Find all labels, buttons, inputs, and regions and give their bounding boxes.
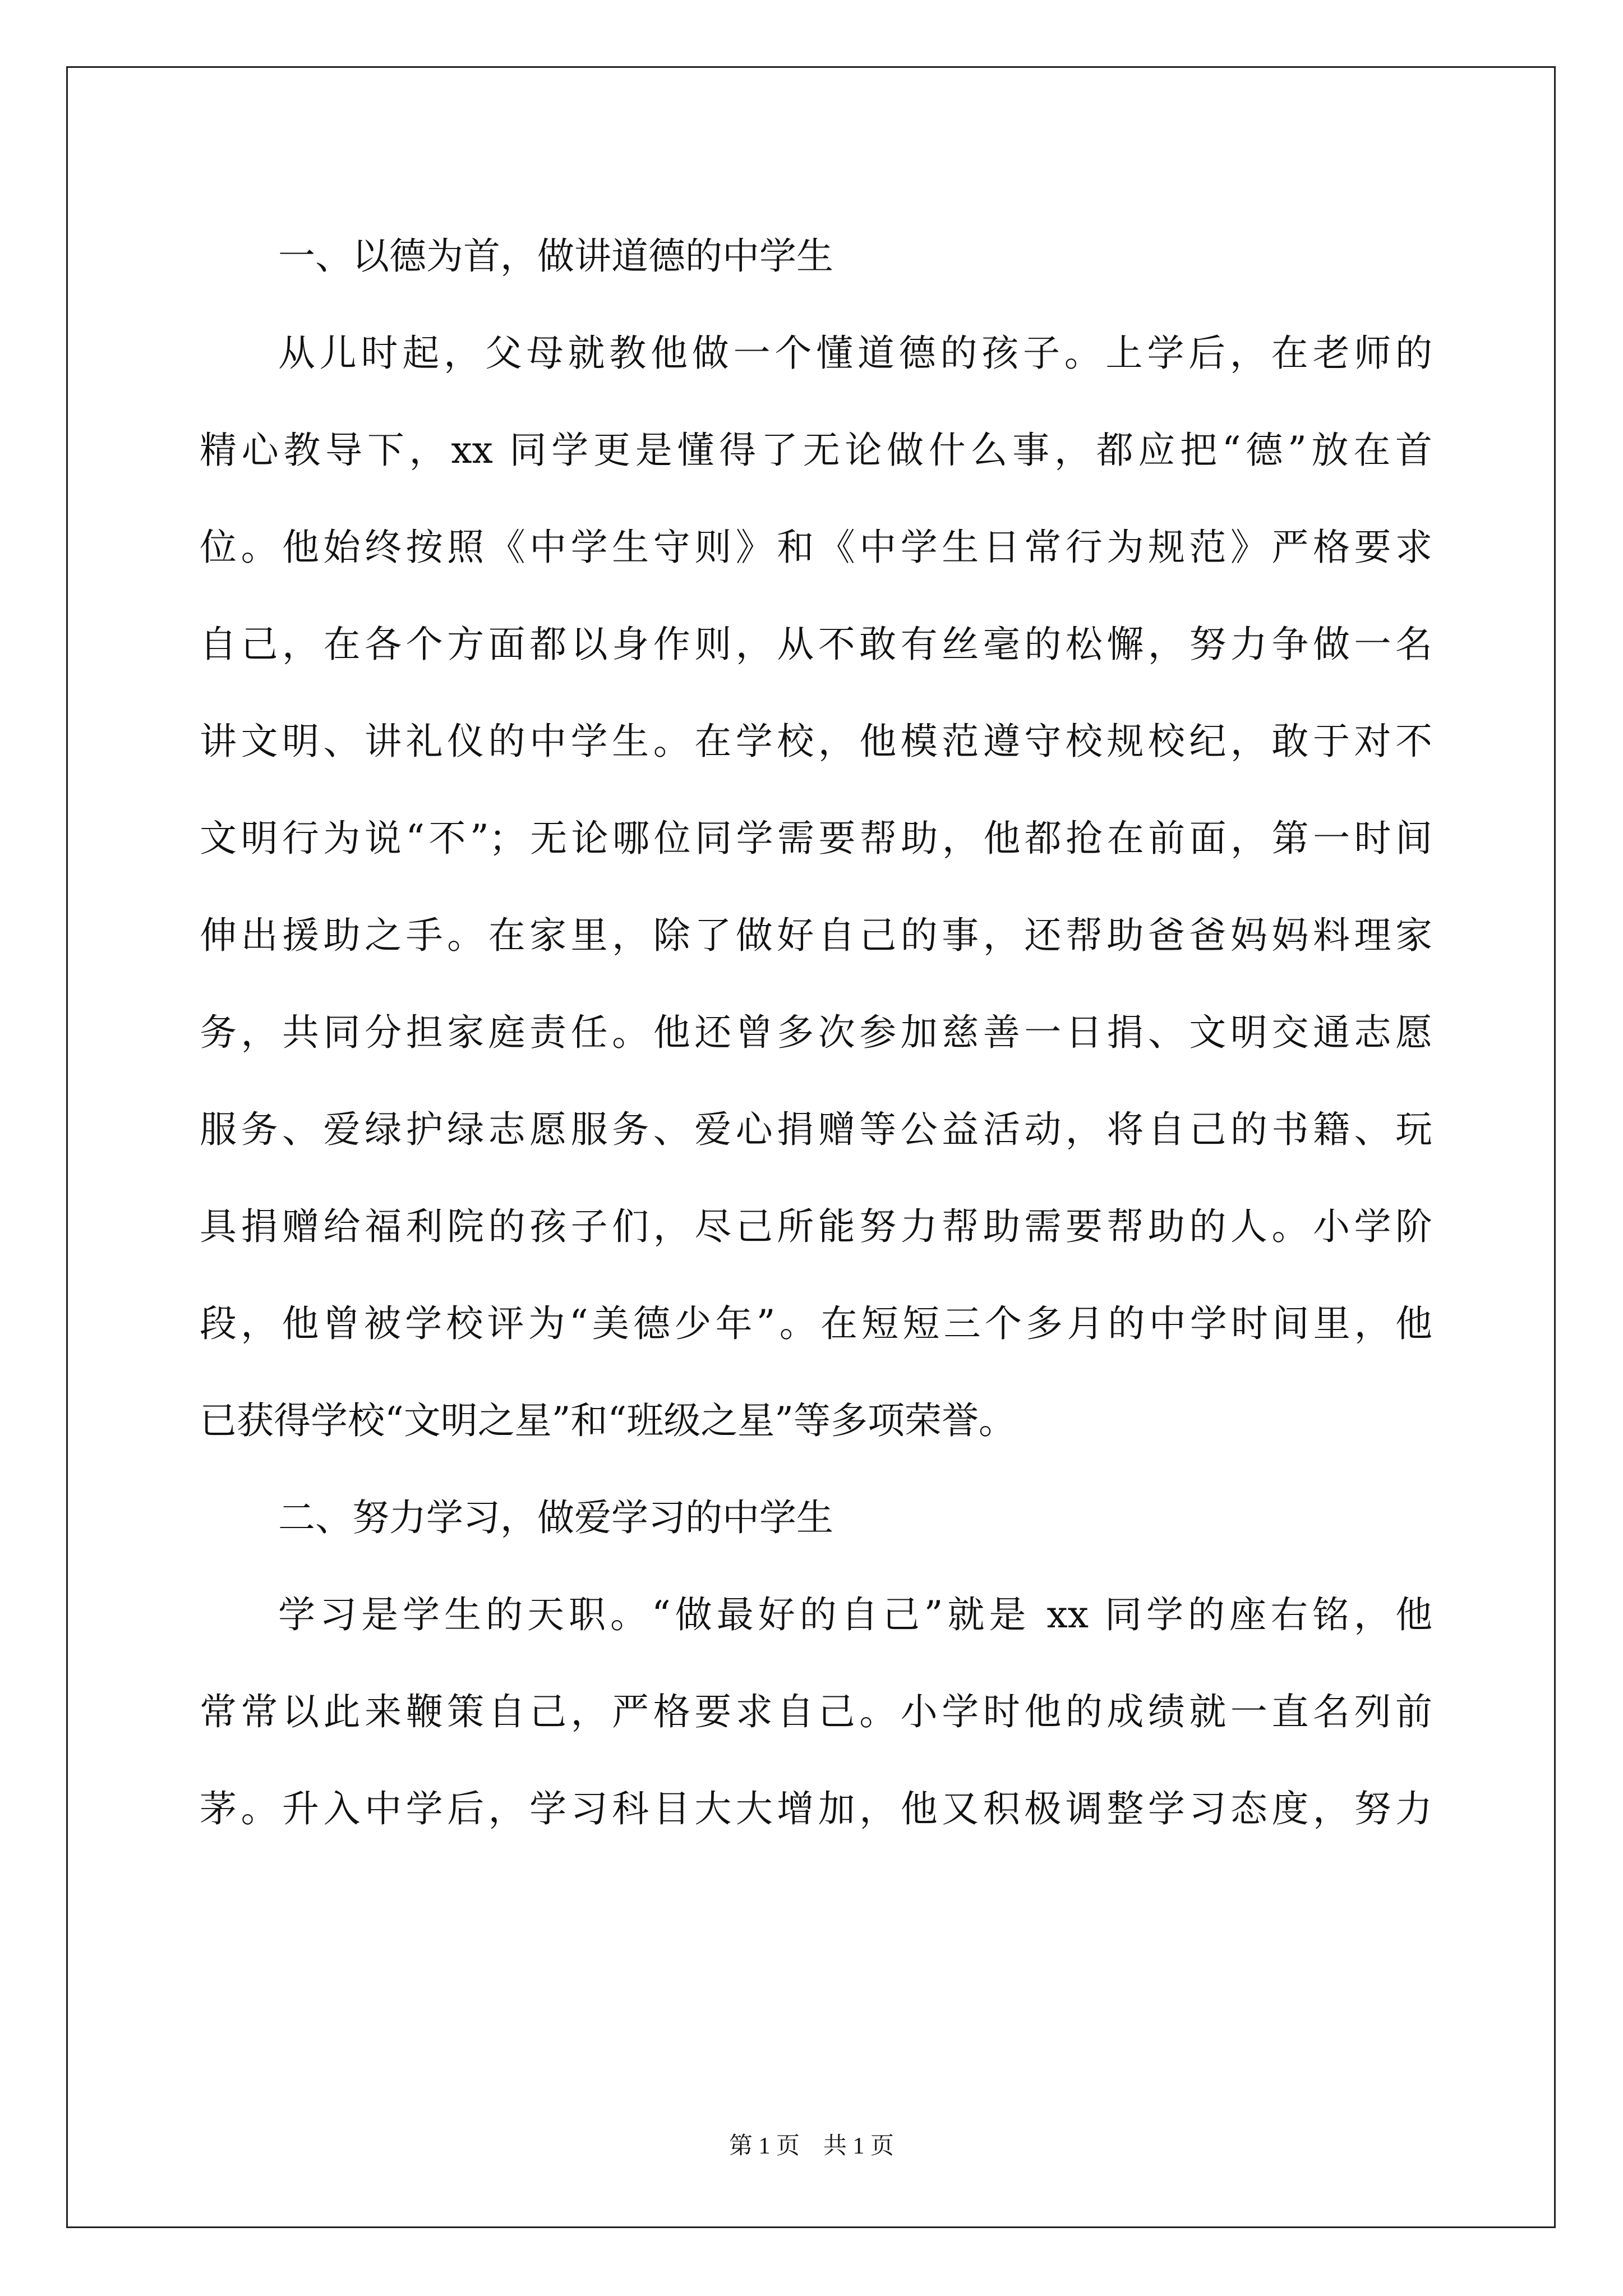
paragraph-line: 位。他始终按照《中学生守则》和《中学生日常行为规范》严格要求 [200,526,1432,569]
page-number-footer: 第 1 页 共 1 页 [728,2133,894,2159]
paragraph-line: 段，他曾被学校评为“美德少年”。在短短三个多月的中学时间里，他 [200,1302,1432,1345]
section-heading-2: 二、努力学习，做爱学习的中学生 [278,1496,833,1539]
paragraph-line: 已获得学校“文明之星”和“班级之星”等多项荣誉。 [200,1399,1016,1442]
paragraph-line: 具捐赠给福利院的孩子们，尽己所能努力帮助需要帮助的人。小学阶 [200,1205,1432,1248]
paragraph-line: 伸出援助之手。在家里，除了做好自己的事，还帮助爸爸妈妈料理家 [200,914,1432,957]
paragraph-line: 讲文明、讲礼仪的中学生。在学校，他模范遵守校规校纪，敢于对不 [200,720,1432,763]
paragraph-line: 服务、爱绿护绿志愿服务、爱心捐赠等公益活动，将自己的书籍、玩 [200,1108,1432,1151]
paragraph-line: 精心教导下，xx 同学更是懂得了无论做什么事，都应把“德”放在首 [200,429,1432,472]
paragraph-line: 常常以此来鞭策自己，严格要求自己。小学时他的成绩就一直名列前 [200,1690,1432,1733]
paragraph-line: 从儿时起，父母就教他做一个懂道德的孩子。上学后，在老师的 [278,332,1432,375]
paragraph-line: 自己，在各个方面都以身作则，从不敢有丝毫的松懈，努力争做一名 [200,623,1432,666]
paragraph-line: 学习是学生的天职。“做最好的自己”就是 xx 同学的座右铭，他 [278,1593,1432,1636]
paragraph-line: 务，共同分担家庭责任。他还曾多次参加慈善一日捐、文明交通志愿 [200,1011,1432,1054]
section-heading-1: 一、以德为首，做讲道德的中学生 [278,234,833,278]
paragraph-line: 文明行为说“不”；无论哪位同学需要帮助，他都抢在前面，第一时间 [200,817,1432,860]
paragraph-line: 茅。升入中学后，学习科目大大增加，他又积极调整学习态度，努力 [200,1787,1432,1830]
document-body [200,208,1432,1857]
